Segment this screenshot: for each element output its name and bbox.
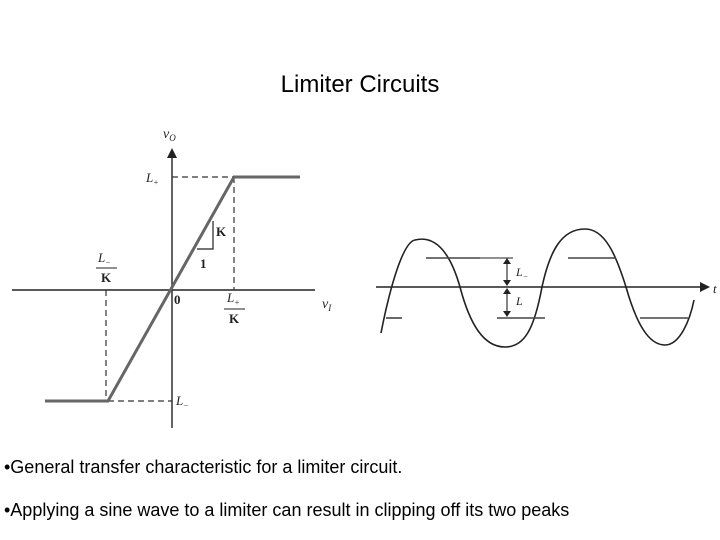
lower-level-label: L [516,294,523,308]
lower-limit-label: $L_-$ [176,393,189,410]
negative-breakpoint-fraction [96,250,117,285]
upper-limit-label: $L_+$ [146,170,159,187]
svg-text:L+: $L_+$ [227,290,240,307]
x-axis-label: $v_I$ [322,297,332,313]
svg-text:K: K [229,311,240,326]
svg-text:K: K [101,270,112,285]
bullet-transfer-characteristic: •General transfer characteristic for a limiter circuit. [4,457,403,477]
upper-level-label: $L_-$ [516,265,529,281]
bullet-sine-clipping: •Applying a sine wave to a limiter can result in clipping off its two peaks [4,500,570,520]
input-sine-wave [381,229,694,347]
svg-text:L−: $L_-$ [98,250,111,267]
y-axis-label: $v_O$ [163,127,176,143]
slope-run-label: 1 [200,256,207,271]
transfer-characteristic-plot [12,127,332,428]
positive-breakpoint-fraction [224,290,245,326]
origin-label: 0 [174,292,181,307]
clipped-waveform-plot [376,229,717,347]
slope-label: K [216,224,227,239]
time-axis-label: t [713,281,717,296]
slide-title: Limiter Circuits [280,71,440,98]
slope-triangle [197,221,213,249]
